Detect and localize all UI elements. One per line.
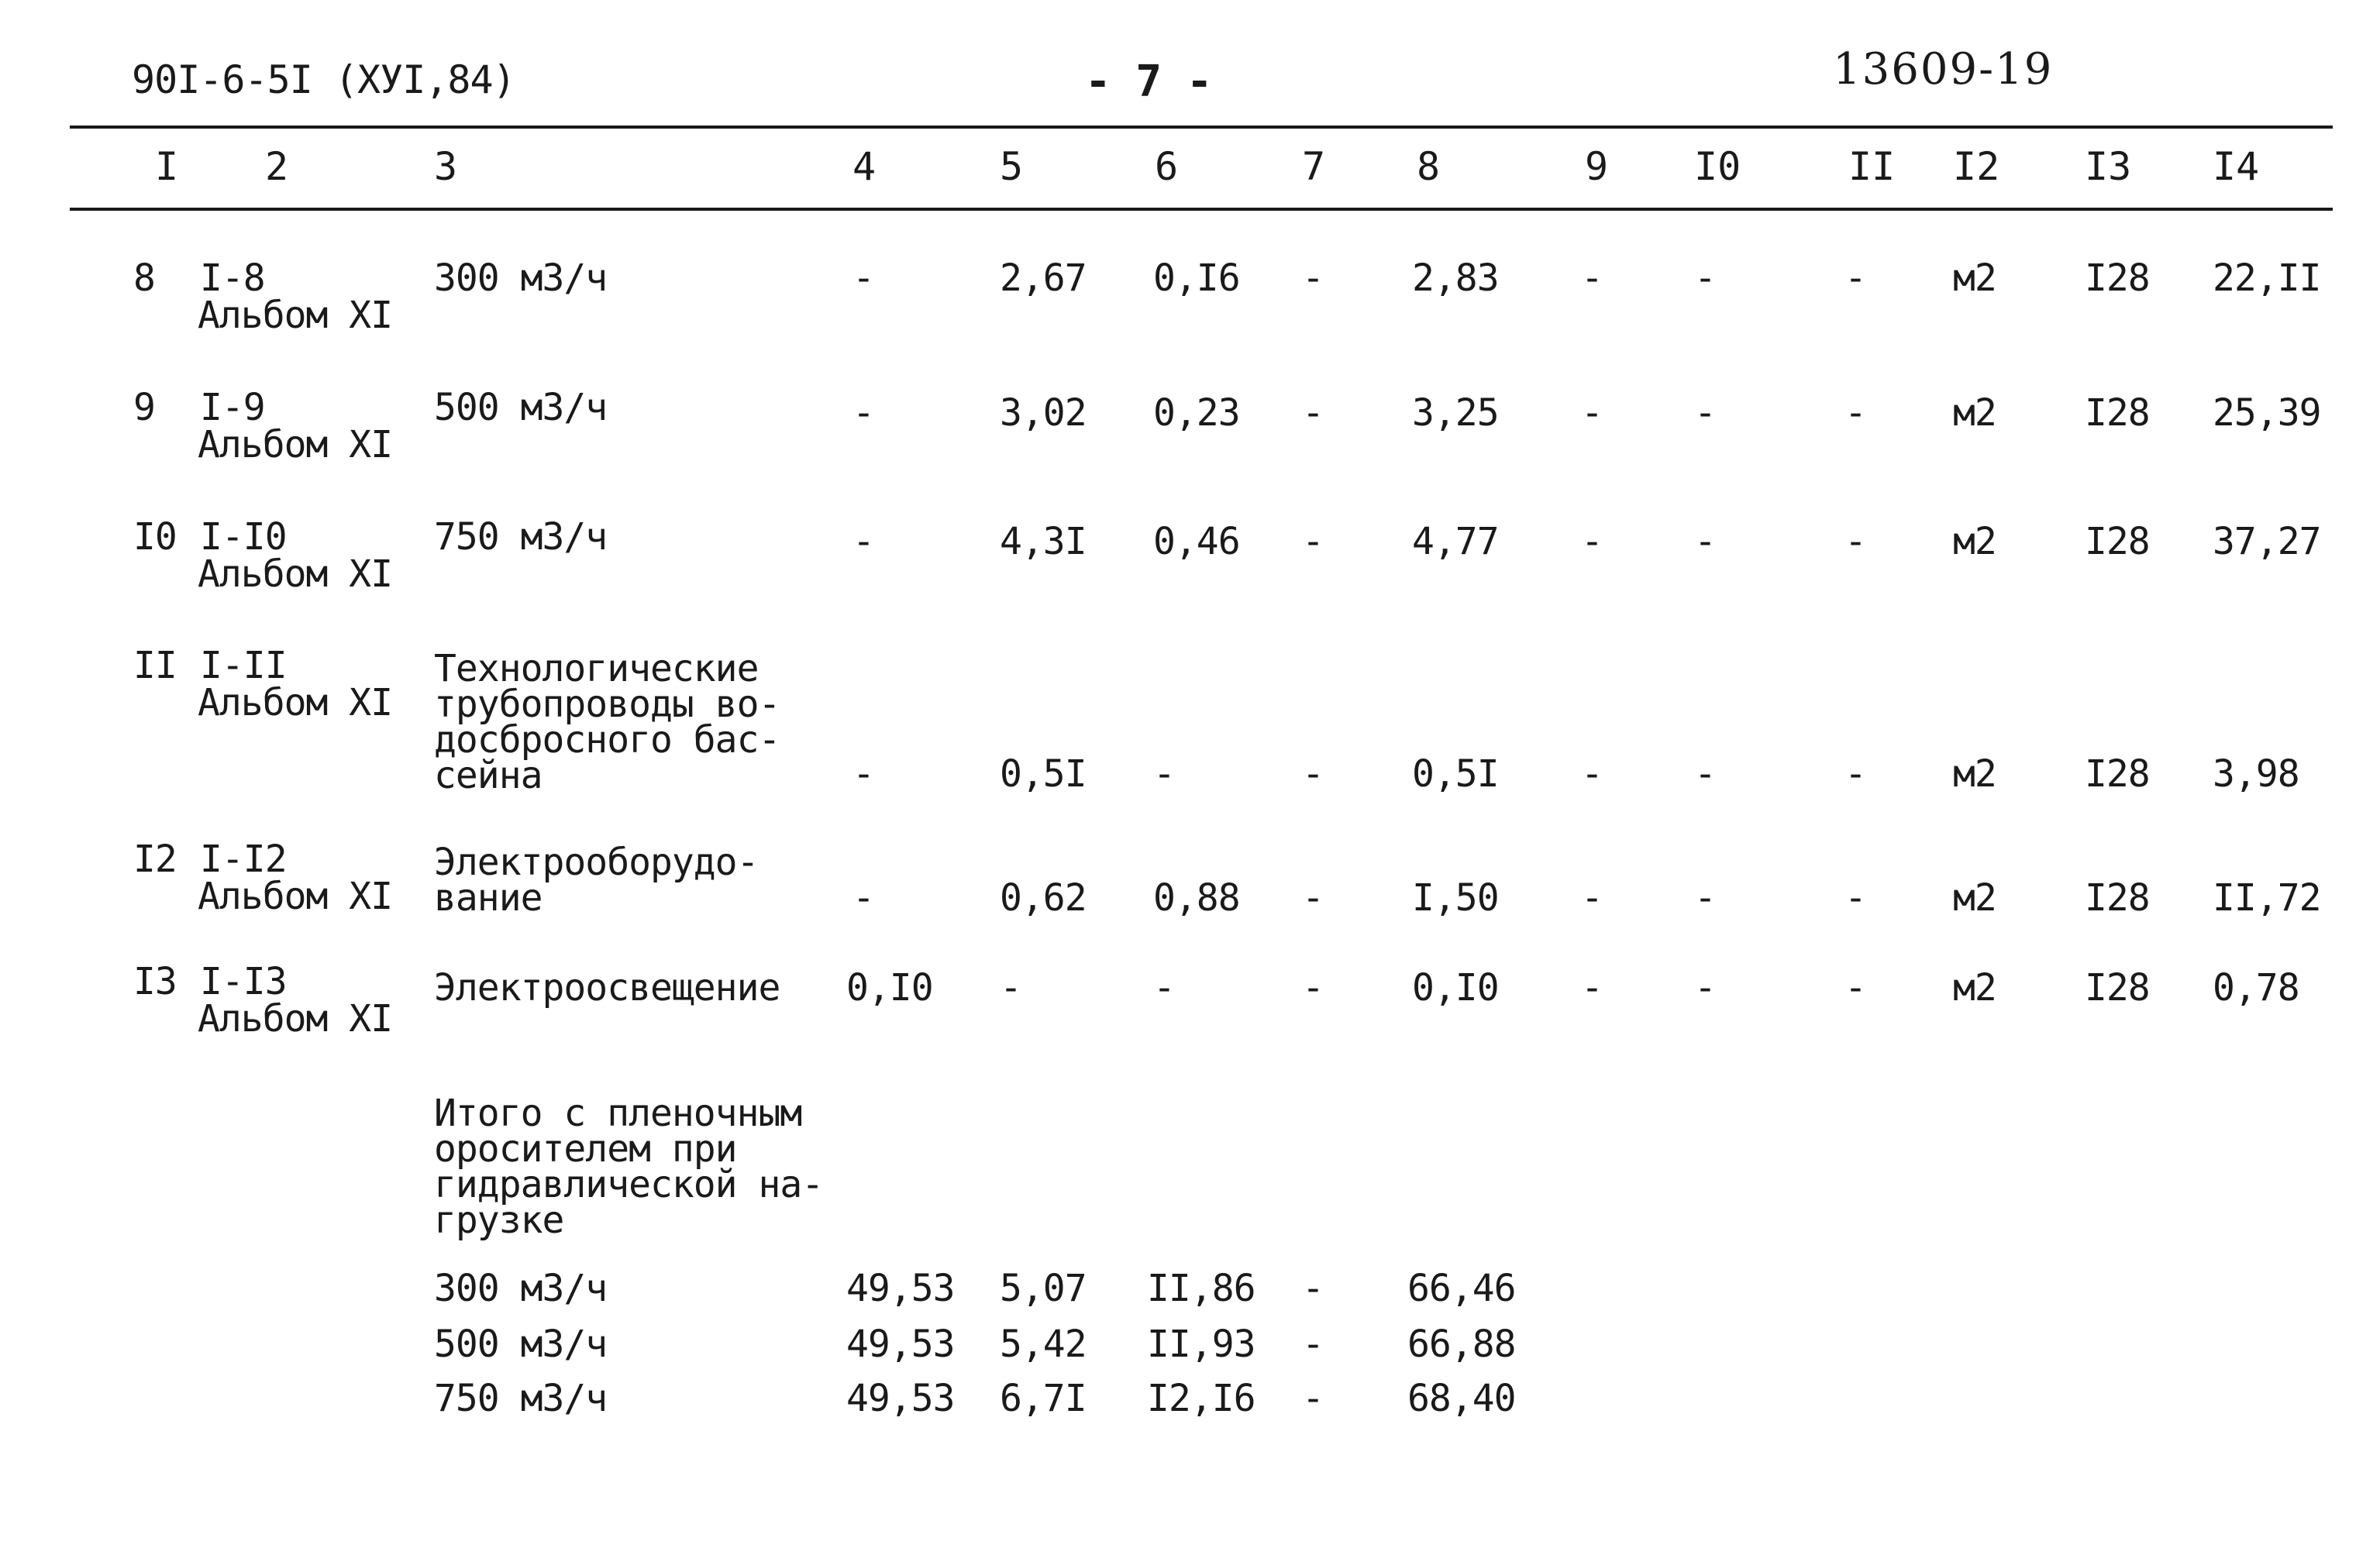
- cell-col13: I28: [2085, 752, 2150, 796]
- cell-col10: -: [1694, 876, 1716, 920]
- row-name: 750 м3/ч: [434, 515, 608, 559]
- row-ref-code: I-I2: [200, 838, 287, 881]
- cell-col4: -: [852, 391, 874, 435]
- row-number: 8: [133, 256, 155, 300]
- page-number: - 7 -: [1085, 57, 1212, 107]
- row-ref-album: Альбом XI: [198, 997, 393, 1041]
- cell-col9: -: [1581, 876, 1603, 920]
- row-number: 9: [133, 386, 155, 429]
- cell-col8: 0,5I: [1412, 752, 1499, 796]
- row-name: 300 м3/ч: [434, 256, 608, 300]
- row-ref-album: Альбом XI: [198, 294, 393, 337]
- totals-col7: -: [1302, 1323, 1324, 1366]
- cell-col4: -: [852, 876, 874, 920]
- cell-col12: м2: [1953, 876, 1996, 920]
- cell-col5: -: [1000, 966, 1021, 1010]
- row-ref-code: I-II: [200, 644, 287, 687]
- cell-col4: -: [852, 256, 874, 300]
- row-number: I0: [133, 515, 177, 559]
- column-header-10: I0: [1694, 144, 1741, 189]
- totals-col6: I2,I6: [1147, 1377, 1255, 1420]
- cell-col8: 4,77: [1412, 520, 1499, 563]
- totals-col5: 6,7I: [1000, 1377, 1087, 1420]
- totals-col8: 66,46: [1407, 1267, 1516, 1310]
- cell-col10: -: [1694, 256, 1716, 300]
- cell-col6: -: [1153, 752, 1175, 796]
- row-number: I3: [133, 960, 177, 1003]
- cell-col14: 25,39: [2213, 391, 2321, 435]
- cell-col5: 3,02: [1000, 391, 1087, 435]
- cell-col14: II,72: [2213, 876, 2321, 920]
- cell-col11: -: [1844, 391, 1866, 435]
- totals-col8: 66,88: [1407, 1323, 1516, 1366]
- cell-col7: -: [1302, 520, 1324, 563]
- cell-col11: -: [1844, 256, 1866, 300]
- cell-col11: -: [1844, 520, 1866, 563]
- cell-col12: м2: [1953, 752, 1996, 796]
- cell-col5: 0,5I: [1000, 752, 1087, 796]
- cell-col10: -: [1694, 966, 1716, 1010]
- cell-col12: м2: [1953, 966, 1996, 1010]
- totals-col4: 49,53: [846, 1377, 955, 1420]
- cell-col12: м2: [1953, 520, 1996, 563]
- sheet-code: 13609-19: [1833, 44, 2054, 95]
- cell-col12: м2: [1953, 256, 1996, 300]
- totals-col7: -: [1302, 1377, 1324, 1420]
- document-code: 90I-6-5I (XУI,84): [132, 57, 515, 102]
- cell-col13: I28: [2085, 391, 2150, 435]
- cell-col10: -: [1694, 752, 1716, 796]
- column-header-11: II: [1848, 144, 1896, 189]
- cell-col6: -: [1153, 966, 1175, 1010]
- column-header-3: 3: [434, 144, 458, 189]
- cell-col7: -: [1302, 256, 1324, 300]
- table-header-rule: [70, 208, 2333, 211]
- cell-col10: -: [1694, 391, 1716, 435]
- row-name: Электроосвещение: [434, 966, 780, 1010]
- cell-col14: 3,98: [2213, 752, 2299, 796]
- cell-col5: 4,3I: [1000, 520, 1087, 563]
- column-header-8: 8: [1417, 144, 1441, 189]
- cell-col10: -: [1694, 520, 1716, 563]
- cell-col13: I28: [2085, 876, 2150, 920]
- cell-col4: 0,I0: [846, 966, 933, 1010]
- row-ref-album: Альбом XI: [198, 875, 393, 918]
- row-ref-code: I-9: [200, 386, 265, 429]
- row-name: Электрооборудо- вание: [434, 841, 759, 920]
- cell-col14: 0,78: [2213, 966, 2299, 1010]
- row-number: I2: [133, 838, 177, 881]
- table-top-rule: [70, 126, 2333, 129]
- cell-col13: I28: [2085, 966, 2150, 1010]
- cell-col13: I28: [2085, 520, 2150, 563]
- cell-col14: 22,II: [2213, 256, 2321, 300]
- row-name: 500 м3/ч: [434, 386, 608, 429]
- cell-col11: -: [1844, 876, 1866, 920]
- column-header-5: 5: [1000, 144, 1024, 189]
- cell-col14: 37,27: [2213, 520, 2321, 563]
- cell-col6: 0,23: [1153, 391, 1240, 435]
- cell-col11: -: [1844, 966, 1866, 1010]
- cell-col13: I28: [2085, 256, 2150, 300]
- row-ref-album: Альбом XI: [198, 552, 393, 596]
- column-header-7: 7: [1302, 144, 1326, 189]
- totals-row-name: 500 м3/ч: [434, 1323, 608, 1366]
- column-header-6: 6: [1155, 144, 1179, 189]
- column-header-14: I4: [2213, 144, 2260, 189]
- cell-col4: -: [852, 520, 874, 563]
- column-header-12: I2: [1953, 144, 2000, 189]
- cell-col7: -: [1302, 391, 1324, 435]
- cell-col8: 0,I0: [1412, 966, 1499, 1010]
- row-ref-code: I-8: [200, 256, 265, 300]
- cell-col4: -: [852, 752, 874, 796]
- cell-col6: 0,I6: [1153, 256, 1240, 300]
- cell-col7: -: [1302, 876, 1324, 920]
- totals-col5: 5,07: [1000, 1267, 1087, 1310]
- cell-col5: 0,62: [1000, 876, 1087, 920]
- column-header-4: 4: [852, 144, 877, 189]
- cell-col7: -: [1302, 752, 1324, 796]
- totals-row-name: 750 м3/ч: [434, 1377, 608, 1420]
- column-header-9: 9: [1585, 144, 1609, 189]
- totals-col8: 68,40: [1407, 1377, 1516, 1420]
- row-name: Технологические трубопроводы во- досбросного бас- сейна: [434, 647, 780, 797]
- cell-col8: I,50: [1412, 876, 1499, 920]
- row-ref-code: I-I3: [200, 960, 287, 1003]
- column-header-2: 2: [265, 144, 289, 189]
- column-header-1: I: [155, 144, 179, 189]
- cell-col9: -: [1581, 391, 1603, 435]
- totals-col4: 49,53: [846, 1323, 955, 1366]
- cell-col9: -: [1581, 966, 1603, 1010]
- cell-col9: -: [1581, 752, 1603, 796]
- cell-col8: 2,83: [1412, 256, 1499, 300]
- cell-col6: 0,46: [1153, 520, 1240, 563]
- totals-col4: 49,53: [846, 1267, 955, 1310]
- cell-col5: 2,67: [1000, 256, 1087, 300]
- cell-col11: -: [1844, 752, 1866, 796]
- cell-col9: -: [1581, 520, 1603, 563]
- totals-title: Итого с пленочным оросителем при гидравлической на- грузке: [434, 1092, 824, 1242]
- totals-col7: -: [1302, 1267, 1324, 1310]
- column-header-13: I3: [2085, 144, 2132, 189]
- cell-col6: 0,88: [1153, 876, 1240, 920]
- cell-col8: 3,25: [1412, 391, 1499, 435]
- totals-col5: 5,42: [1000, 1323, 1087, 1366]
- row-ref-code: I-I0: [200, 515, 287, 559]
- cell-col9: -: [1581, 256, 1603, 300]
- totals-col6: II,86: [1147, 1267, 1255, 1310]
- row-ref-album: Альбом XI: [198, 681, 393, 724]
- cell-col12: м2: [1953, 391, 1996, 435]
- row-number: II: [133, 644, 177, 687]
- totals-row-name: 300 м3/ч: [434, 1267, 608, 1310]
- cell-col7: -: [1302, 966, 1324, 1010]
- row-ref-album: Альбом XI: [198, 423, 393, 466]
- totals-col6: II,93: [1147, 1323, 1255, 1366]
